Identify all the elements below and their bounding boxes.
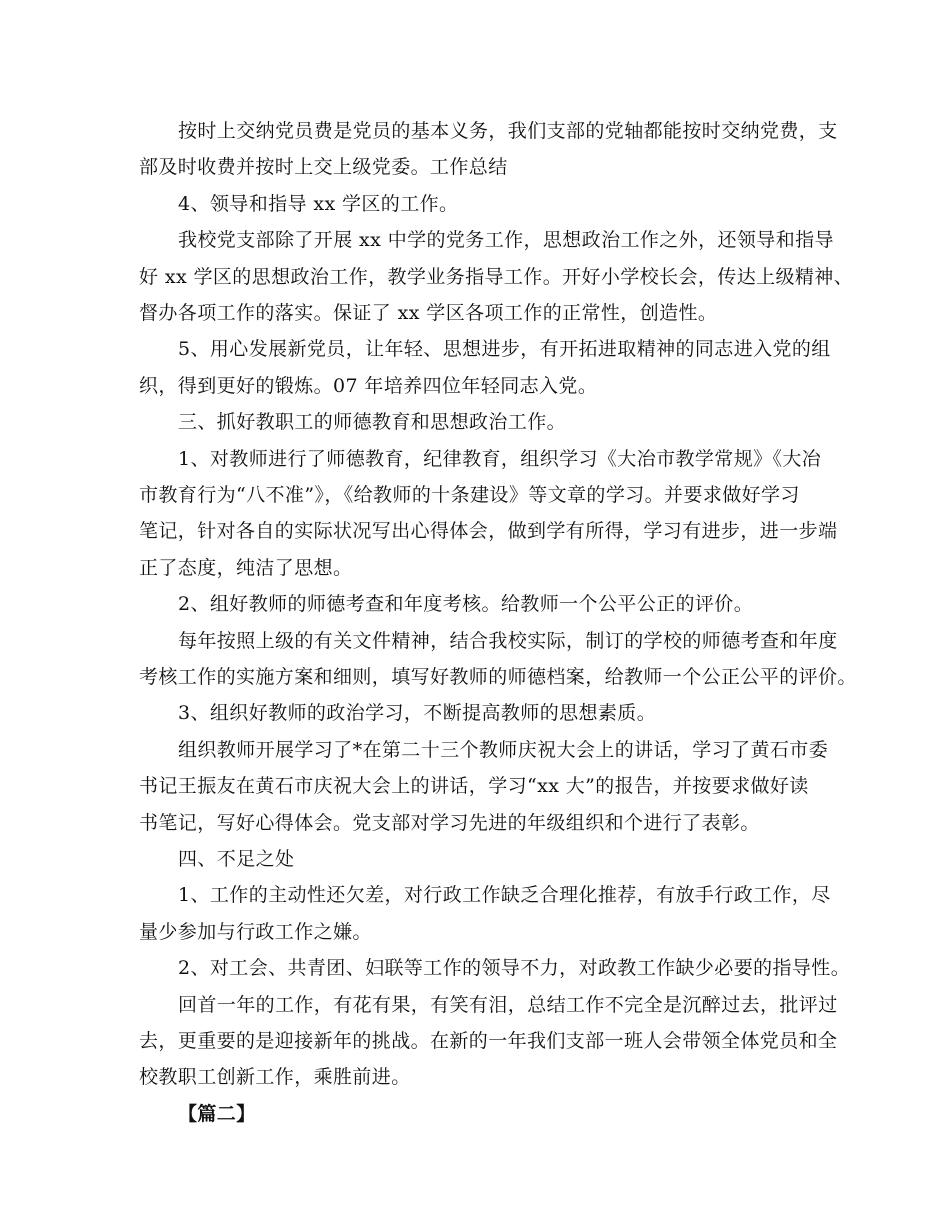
text-line: 正了态度，纯洁了思想。 [139, 556, 353, 579]
text-line: 笔记，针对各自的实际状况写出心得体会，做到学有所得，学习有进步，进一步端 [139, 520, 838, 543]
text-line: 考核工作的实施方案和细则，填写好教师的师德档案，给教师一个公正公平的评价。 [139, 666, 857, 688]
text-line: 织，得到更好的锻炼。07 年培养四位年轻同志入党。 [139, 374, 598, 397]
text-line: 每年按照上级的有关文件精神，结合我校实际，制订的学校的师德考查和年度 [178, 629, 838, 652]
text-line: 回首一年的工作，有花有果，有笑有泪，总结工作不完全是沉醉过去，批评过 [178, 993, 838, 1016]
text-line: 督办各项工作的落实。保证了 xx 学区各项工作的正常性，创造性。 [139, 302, 718, 324]
text-line: 我校党支部除了开展 xx 中学的党务工作，思想政治工作之外，还领导和指导 [178, 229, 834, 252]
text-line: 1、工作的主动性还欠差，对行政工作缺乏合理化推荐，有放手行政工作，尽 [178, 884, 831, 907]
text-line: 部及时收费并按时上交上级党委。工作总结 [139, 156, 508, 179]
text-line: 去，更重要的是迎接新年的挑战。在新的一年我们支部一班人会带领全体党员和全 [139, 1030, 838, 1052]
text-line: 按时上交纳党员费是党员的基本义务，我们支部的党轴都能按时交纳党费，支 [178, 120, 838, 142]
text-line: 组织教师开展学习了*在第二十三个教师庆祝大会上的讲话，学习了黄石市委 [178, 738, 829, 761]
text-line: 书记王振友在黄石市庆祝大会上的讲话，学习“xx 大”的报告，并按要求做好读 [139, 775, 809, 798]
text-line: 三、抓好教职工的师德教育和思想政治工作。 [178, 411, 567, 434]
text-line: 市教育行为“八不准”》，《给教师的十条建设》等文章的学习。并要求做好学习 [139, 484, 800, 506]
text-line: 3、组织好教师的政治学习，不断提高教师的思想素质。 [178, 702, 657, 725]
text-line: 书笔记，写好心得体会。党支部对学习先进的年级组织和个进行了表彰。 [139, 811, 760, 834]
text-line: 校教职工创新工作，乘胜前进。 [139, 1066, 411, 1089]
text-line: 4、领导和指导 xx 学区的工作。 [178, 192, 459, 215]
text-line: 四、不足之处 [178, 848, 295, 870]
text-line: 2、对工会、共青团、妇联等工作的领导不力，对政教工作缺少必要的指导性。 [178, 957, 851, 980]
text-line: 5、用心发展新党员，让年轻、思想进步，有开拓进取精神的同志进入党的组 [178, 338, 831, 361]
text-line: 量少参加与行政工作之嫌。 [139, 920, 372, 943]
text-line: 好 xx 学区的思想政治工作，教学业务指导工作。开好小学校长会，传达上级精神、 [139, 265, 854, 288]
text-line: 1、对教师进行了师德教育，纪律教育，组织学习《大冶市教学常规》《大冶 [178, 447, 822, 470]
text-line: 2、组好教师的师德考查和年度考核。给教师一个公平公正的评价。 [178, 593, 754, 616]
text-line: 【篇二】 [178, 1102, 256, 1125]
